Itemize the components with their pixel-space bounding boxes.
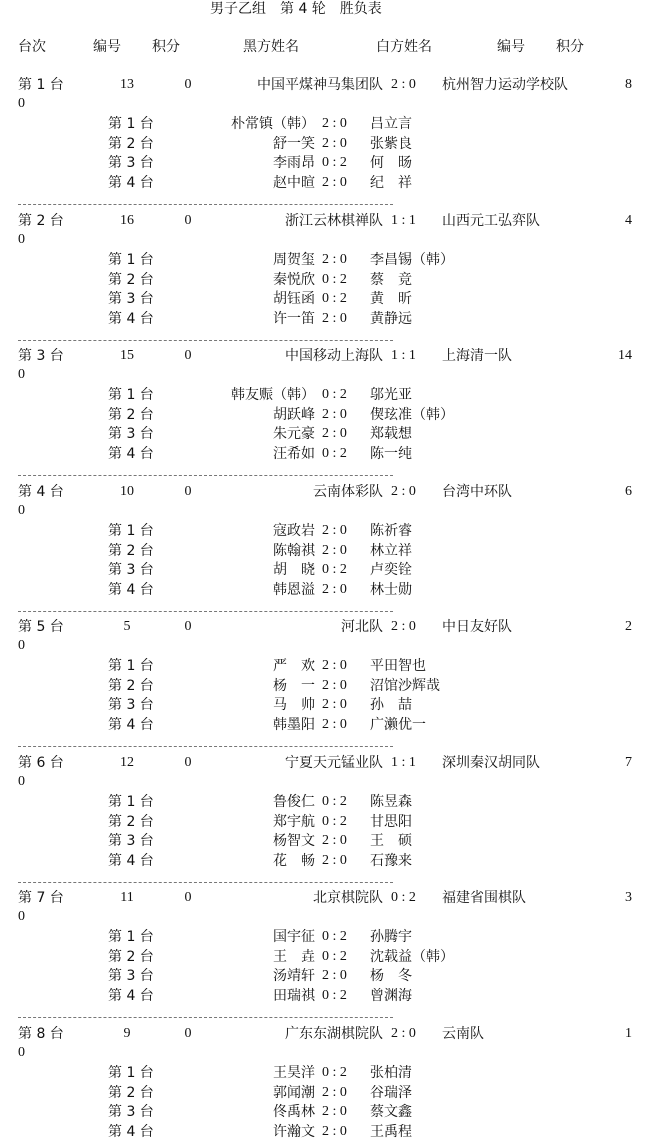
game-black-player: 田瑞祺	[273, 987, 315, 1004]
game-result: 0 : 2	[322, 562, 347, 577]
game-board: 第 3 台	[108, 426, 154, 442]
game-black-player: 佟禹林	[273, 1104, 315, 1120]
game-board: 第 1 台	[108, 116, 154, 132]
game-black-player: 马 帅	[273, 697, 315, 713]
game-board: 第 2 台	[108, 135, 154, 152]
match-score: 2 : 0	[391, 484, 416, 499]
game-result: 2 : 0	[322, 135, 347, 151]
game-result: 0 : 2	[322, 929, 347, 944]
match-separator	[18, 611, 393, 612]
match-board: 第 2 台	[18, 213, 64, 229]
game-black-player: 朴常镇（韩）	[231, 116, 315, 132]
match-board: 第 7 台	[18, 890, 64, 906]
match-number-2: 4	[625, 213, 632, 228]
match-team-white: 中日友好队	[442, 619, 512, 635]
game-result: 0 : 2	[322, 445, 347, 461]
game-board: 第 3 台	[108, 291, 154, 307]
game-white-player: 石豫来	[370, 852, 412, 869]
match-score: 2 : 0	[391, 1026, 416, 1041]
game-black-player: 杨 一	[273, 677, 315, 694]
match-points-2: 0	[18, 232, 25, 247]
match-board: 第 4 台	[18, 484, 64, 500]
game-white-player: 郑载想	[370, 426, 412, 442]
game-board: 第 2 台	[108, 948, 154, 965]
match-points-1: 0	[184, 77, 192, 92]
match-board: 第 1 台	[18, 77, 64, 93]
game-white-player: 沈载益（韩）	[370, 948, 454, 965]
game-white-player: 黄静远	[370, 310, 412, 327]
match-board: 第 3 台	[18, 348, 64, 364]
game-white-player: 吕立言	[370, 116, 412, 132]
game-result: 2 : 0	[322, 1104, 347, 1119]
game-board: 第 1 台	[108, 523, 154, 539]
game-black-player: 汤靖轩	[273, 968, 315, 984]
game-black-player: 许瀚文	[273, 1123, 315, 1140]
game-board: 第 1 台	[108, 1065, 154, 1081]
match-points-1: 0	[184, 1026, 192, 1041]
match-team-black: 北京棋院队	[313, 890, 383, 906]
match-number-1: 11	[120, 890, 134, 905]
match-points-1: 0	[184, 348, 192, 363]
match-team-white: 福建省围棋队	[442, 890, 526, 906]
match-board: 第 5 台	[18, 619, 64, 635]
match-points-1: 0	[184, 755, 192, 770]
game-white-player: 偰玹准（韩）	[370, 406, 454, 423]
match-team-white: 山西元工弘弈队	[442, 213, 540, 229]
match-number-2: 7	[625, 755, 632, 770]
game-result: 0 : 2	[322, 291, 347, 306]
game-board: 第 3 台	[108, 833, 154, 849]
match-number-1: 13	[120, 77, 134, 92]
match-score: 2 : 0	[391, 619, 416, 634]
game-result: 2 : 0	[322, 1084, 347, 1100]
game-white-player: 陈一纯	[370, 445, 412, 462]
match-team-black: 浙江云林棋禅队	[285, 213, 383, 229]
game-black-player: 郭闻潮	[273, 1084, 315, 1101]
game-black-player: 鲁俊仁	[273, 794, 315, 810]
game-board: 第 3 台	[108, 562, 154, 578]
game-board: 第 4 台	[108, 987, 154, 1004]
match-number-1: 16	[120, 213, 134, 228]
page-title: 男子乙组 第 4 轮 胜负表	[210, 1, 382, 17]
game-board: 第 2 台	[108, 406, 154, 423]
game-result: 2 : 0	[322, 426, 347, 441]
game-white-player: 黄 昕	[370, 291, 412, 307]
game-result: 2 : 0	[322, 310, 347, 326]
game-black-player: 胡 晓	[273, 562, 315, 578]
match-points-1: 0	[184, 619, 192, 634]
match-separator	[18, 204, 393, 205]
game-result: 2 : 0	[322, 697, 347, 712]
game-black-player: 韩友赈（韩）	[231, 387, 315, 403]
header-points-1: 积分	[152, 39, 180, 55]
game-white-player: 蔡文鑫	[370, 1104, 412, 1120]
match-number-2: 2	[625, 619, 632, 634]
game-board: 第 1 台	[108, 387, 154, 403]
game-white-player: 李昌锡（韩）	[370, 252, 454, 268]
match-points-1: 0	[184, 890, 192, 905]
header-table: 台次	[18, 39, 46, 55]
match-team-black: 宁夏天元锰业队	[285, 755, 383, 771]
match-team-white: 深圳秦汉胡同队	[442, 755, 540, 771]
match-points-2: 0	[18, 638, 25, 653]
header-white-name: 白方姓名	[376, 39, 432, 55]
match-team-black: 中国平煤神马集团队	[257, 77, 383, 93]
match-team-black: 河北队	[341, 619, 383, 635]
match-team-white: 台湾中环队	[442, 484, 512, 500]
match-number-1: 15	[120, 348, 134, 363]
header-black-name: 黑方姓名	[243, 39, 299, 55]
match-team-black: 中国移动上海队	[285, 348, 383, 364]
game-white-player: 陈祈睿	[370, 523, 412, 539]
match-separator	[18, 475, 393, 476]
game-board: 第 1 台	[108, 794, 154, 810]
game-result: 2 : 0	[322, 581, 347, 597]
match-score: 1 : 1	[391, 755, 416, 770]
match-points-1: 0	[184, 213, 192, 228]
match-points-2: 0	[18, 909, 25, 924]
game-white-player: 广濑优一	[370, 716, 426, 733]
game-result: 2 : 0	[322, 542, 347, 558]
game-white-player: 卢奕铨	[370, 562, 412, 578]
game-black-player: 王昊洋	[273, 1065, 315, 1081]
game-black-player: 韩墨阳	[273, 716, 315, 733]
game-board: 第 4 台	[108, 1123, 154, 1140]
game-black-player: 陈翰祺	[273, 542, 315, 559]
match-number-2: 3	[625, 890, 632, 905]
game-board: 第 4 台	[108, 310, 154, 327]
game-black-player: 周贺玺	[273, 252, 315, 268]
game-board: 第 4 台	[108, 174, 154, 191]
game-result: 2 : 0	[322, 1123, 347, 1139]
game-black-player: 赵中暄	[273, 174, 315, 191]
game-white-player: 纪 祥	[370, 174, 412, 191]
game-result: 2 : 0	[322, 523, 347, 538]
match-board: 第 6 台	[18, 755, 64, 771]
match-separator	[18, 340, 393, 341]
match-number-1: 10	[120, 484, 134, 499]
match-board: 第 8 台	[18, 1026, 64, 1042]
match-team-white: 上海清一队	[442, 348, 512, 364]
game-result: 0 : 2	[322, 1065, 347, 1080]
game-white-player: 何 旸	[370, 155, 412, 171]
game-white-player: 沼馆沙辉哉	[370, 677, 440, 694]
game-board: 第 4 台	[108, 581, 154, 598]
game-result: 0 : 2	[322, 387, 347, 402]
game-board: 第 1 台	[108, 929, 154, 945]
match-score: 1 : 1	[391, 348, 416, 363]
match-number-2: 1	[625, 1026, 632, 1041]
match-separator	[18, 882, 393, 883]
match-number-2: 6	[625, 484, 632, 499]
game-result: 0 : 2	[322, 813, 347, 829]
game-white-player: 王禹程	[370, 1123, 412, 1140]
game-white-player: 张柏清	[370, 1065, 412, 1081]
game-black-player: 许一笛	[273, 310, 315, 327]
game-result: 0 : 2	[322, 794, 347, 809]
header-points-2: 积分	[556, 39, 584, 55]
game-board: 第 2 台	[108, 542, 154, 559]
game-black-player: 胡跃峰	[273, 406, 315, 423]
game-result: 2 : 0	[322, 406, 347, 422]
game-result: 2 : 0	[322, 968, 347, 983]
match-score: 1 : 1	[391, 213, 416, 228]
game-board: 第 4 台	[108, 445, 154, 462]
match-score: 2 : 0	[391, 77, 416, 92]
game-board: 第 4 台	[108, 852, 154, 869]
match-number-1: 9	[123, 1026, 131, 1041]
game-white-player: 王 硕	[370, 833, 412, 849]
game-black-player: 李雨昂	[273, 155, 315, 171]
game-white-player: 张紫良	[370, 135, 412, 152]
game-white-player: 杨 冬	[370, 968, 412, 984]
game-white-player: 邬光亚	[370, 387, 412, 403]
match-points-2: 0	[18, 503, 25, 518]
match-points-2: 0	[18, 1045, 25, 1060]
match-score: 0 : 2	[391, 890, 416, 905]
game-black-player: 杨智文	[273, 833, 315, 849]
match-team-white: 杭州智力运动学校队	[442, 77, 568, 93]
match-number-2: 8	[625, 77, 632, 92]
game-black-player: 胡钰函	[273, 291, 315, 307]
game-board: 第 2 台	[108, 1084, 154, 1101]
game-white-player: 甘思阳	[370, 813, 412, 830]
game-black-player: 国宇征	[273, 929, 315, 945]
game-result: 2 : 0	[322, 658, 347, 673]
header-number-1: 编号	[93, 39, 121, 55]
game-white-player: 平田智也	[370, 658, 426, 674]
game-board: 第 3 台	[108, 155, 154, 171]
game-black-player: 王 垚	[273, 948, 315, 965]
game-result: 2 : 0	[322, 852, 347, 868]
game-black-player: 舒一笑	[273, 135, 315, 152]
game-board: 第 2 台	[108, 677, 154, 694]
game-black-player: 寇政岩	[273, 523, 315, 539]
match-number-1: 12	[120, 755, 134, 770]
game-board: 第 3 台	[108, 1104, 154, 1120]
game-white-player: 林士勋	[370, 581, 412, 598]
game-result: 2 : 0	[322, 833, 347, 848]
match-points-2: 0	[18, 774, 25, 789]
game-board: 第 3 台	[108, 968, 154, 984]
game-white-player: 曾渊海	[370, 987, 412, 1004]
game-white-player: 陈昱森	[370, 794, 412, 810]
game-board: 第 2 台	[108, 271, 154, 288]
match-number-2: 14	[618, 348, 632, 363]
game-board: 第 3 台	[108, 697, 154, 713]
game-black-player: 朱元豪	[273, 426, 315, 442]
game-result: 2 : 0	[322, 116, 347, 131]
header-number-2: 编号	[497, 39, 525, 55]
game-board: 第 1 台	[108, 658, 154, 674]
game-result: 0 : 2	[322, 987, 347, 1003]
game-white-player: 孙 喆	[370, 697, 412, 713]
game-result: 2 : 0	[322, 252, 347, 267]
game-black-player: 韩恩溢	[273, 581, 315, 598]
game-board: 第 1 台	[108, 252, 154, 268]
game-result: 0 : 2	[322, 155, 347, 170]
game-result: 0 : 2	[322, 271, 347, 287]
match-points-1: 0	[184, 484, 192, 499]
match-points-2: 0	[18, 96, 25, 111]
game-black-player: 郑宇航	[273, 813, 315, 830]
game-result: 2 : 0	[322, 174, 347, 190]
game-white-player: 孙腾宇	[370, 929, 412, 945]
game-board: 第 2 台	[108, 813, 154, 830]
game-black-player: 严 欢	[273, 658, 315, 674]
match-separator	[18, 746, 393, 747]
match-points-2: 0	[18, 367, 25, 382]
game-board: 第 4 台	[108, 716, 154, 733]
game-white-player: 林立祥	[370, 542, 412, 559]
match-separator	[18, 1017, 393, 1018]
game-black-player: 秦悦欣	[273, 271, 315, 288]
game-result: 2 : 0	[322, 716, 347, 732]
match-team-black: 云南体彩队	[313, 484, 383, 500]
game-white-player: 蔡 竞	[370, 271, 412, 288]
game-result: 0 : 2	[322, 948, 347, 964]
match-number-1: 5	[123, 619, 131, 634]
match-team-black: 广东东湖棋院队	[285, 1026, 383, 1042]
game-result: 2 : 0	[322, 677, 347, 693]
game-black-player: 花 畅	[273, 852, 315, 869]
game-black-player: 汪希如	[273, 445, 315, 462]
game-white-player: 谷瑞泽	[370, 1084, 412, 1101]
match-team-white: 云南队	[442, 1026, 484, 1042]
